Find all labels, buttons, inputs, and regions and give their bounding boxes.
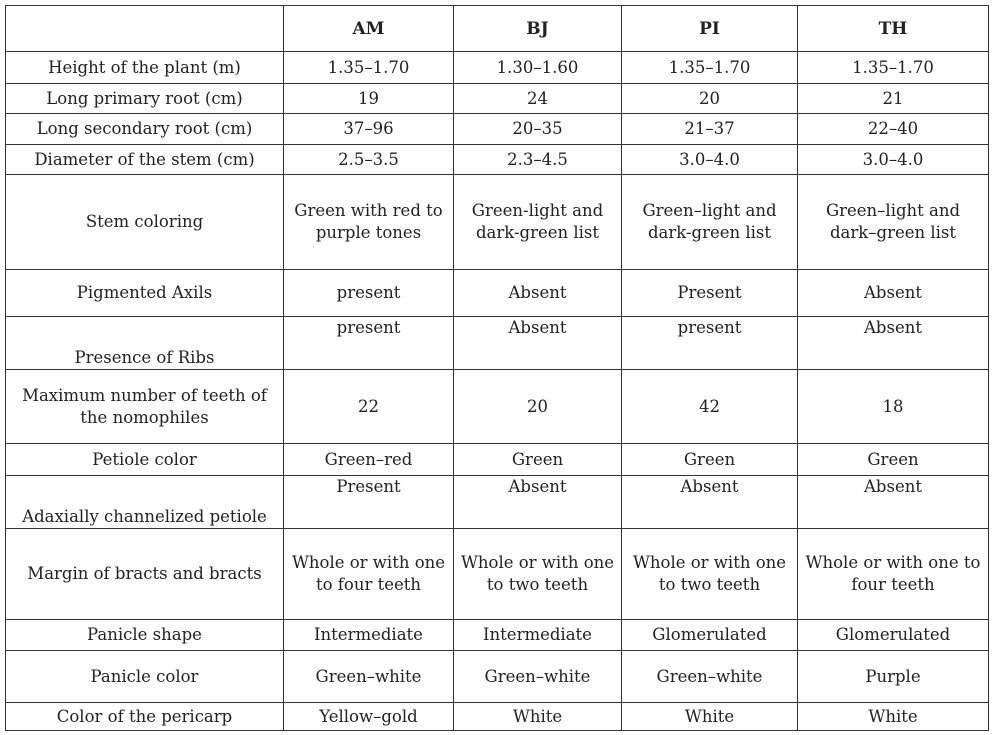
cell-am: present	[284, 270, 454, 317]
row-label: Panicle shape	[6, 620, 284, 651]
table-row	[6, 651, 989, 703]
cell-th: Green	[798, 444, 989, 476]
cell-bj: 2.3–4.5	[454, 145, 622, 175]
row-label: Presence of Ribs	[6, 317, 284, 370]
cell-am: Present	[284, 476, 454, 529]
cell-bj: Green	[454, 444, 622, 476]
row-label: Stem coloring	[6, 175, 284, 270]
cell-am: 37–96	[284, 114, 454, 145]
table-row	[6, 620, 989, 651]
table-row	[6, 529, 989, 620]
cell-th: Absent	[798, 476, 989, 529]
cell-bj: Green–white	[454, 651, 622, 703]
table-row	[6, 317, 989, 370]
cell-am: Green–red	[284, 444, 454, 476]
cell-pi: 1.35–1.70	[622, 52, 798, 84]
cell-pi: present	[622, 317, 798, 370]
cell-th: Whole or with one to four teeth	[798, 529, 989, 620]
cell-th: 22–40	[798, 114, 989, 145]
cell-pi: Green–light and dark-green list	[622, 175, 798, 270]
cell-pi: 20	[622, 84, 798, 114]
cell-th: 1.35–1.70	[798, 52, 989, 84]
cell-th: Purple	[798, 651, 989, 703]
cell-am: 19	[284, 84, 454, 114]
cell-pi: Present	[622, 270, 798, 317]
header-cell-bj: BJ	[454, 6, 622, 52]
row-label: Adaxially channelized petiole	[6, 476, 284, 529]
header-cell-trait	[6, 6, 284, 52]
cell-pi: Green–white	[622, 651, 798, 703]
row-label: Margin of bracts and bracts	[6, 529, 284, 620]
cell-th: Absent	[798, 270, 989, 317]
cell-th: Green–light and dark–green list	[798, 175, 989, 270]
cell-bj: 20	[454, 370, 622, 444]
table-row	[6, 370, 989, 444]
row-label: Pigmented Axils	[6, 270, 284, 317]
cell-am: 1.35–1.70	[284, 52, 454, 84]
cell-bj: Absent	[454, 317, 622, 370]
cell-th: White	[798, 703, 989, 731]
row-label: Maximum number of teeth of the nomophiles	[6, 370, 284, 444]
cell-am: 2.5–3.5	[284, 145, 454, 175]
cell-th: 21	[798, 84, 989, 114]
cell-bj: 1.30–1.60	[454, 52, 622, 84]
cell-bj: 24	[454, 84, 622, 114]
row-label: Long secondary root (cm)	[6, 114, 284, 145]
cell-pi: Whole or with one to two teeth	[622, 529, 798, 620]
cell-am: 22	[284, 370, 454, 444]
cell-pi: Absent	[622, 476, 798, 529]
row-label: Height of the plant (m)	[6, 52, 284, 84]
row-label: Diameter of the stem (cm)	[6, 145, 284, 175]
cell-bj: Green-light and dark-green list	[454, 175, 622, 270]
table-row	[6, 84, 989, 114]
cell-bj: Absent	[454, 270, 622, 317]
cell-am: Green–white	[284, 651, 454, 703]
cell-am: Intermediate	[284, 620, 454, 651]
cell-pi: 42	[622, 370, 798, 444]
row-label: Color of the pericarp	[6, 703, 284, 731]
cell-am: Green with red to purple tones	[284, 175, 454, 270]
traits-table	[5, 5, 989, 731]
table-row	[6, 270, 989, 317]
header-cell-pi: PI	[622, 6, 798, 52]
table-row	[6, 114, 989, 145]
cell-pi: Green	[622, 444, 798, 476]
row-label: Long primary root (cm)	[6, 84, 284, 114]
cell-th: Absent	[798, 317, 989, 370]
row-label: Panicle color	[6, 651, 284, 703]
cell-th: 18	[798, 370, 989, 444]
table-row	[6, 175, 989, 270]
cell-pi: Glomerulated	[622, 620, 798, 651]
row-label: Petiole color	[6, 444, 284, 476]
cell-pi: White	[622, 703, 798, 731]
table-row	[6, 145, 989, 175]
header-cell-th: TH	[798, 6, 989, 52]
cell-bj: Intermediate	[454, 620, 622, 651]
cell-pi: 3.0–4.0	[622, 145, 798, 175]
cell-am: Yellow–gold	[284, 703, 454, 731]
cell-th: Glomerulated	[798, 620, 989, 651]
table-row	[6, 476, 989, 529]
table-row	[6, 444, 989, 476]
cell-am: Whole or with one to four teeth	[284, 529, 454, 620]
cell-bj: 20–35	[454, 114, 622, 145]
header-row	[6, 6, 989, 52]
cell-bj: Absent	[454, 476, 622, 529]
table-row	[6, 52, 989, 84]
header-cell-am: AM	[284, 6, 454, 52]
cell-bj: White	[454, 703, 622, 731]
table-row	[6, 703, 989, 731]
cell-th: 3.0–4.0	[798, 145, 989, 175]
cell-bj: Whole or with one to two teeth	[454, 529, 622, 620]
cell-am: present	[284, 317, 454, 370]
cell-pi: 21–37	[622, 114, 798, 145]
